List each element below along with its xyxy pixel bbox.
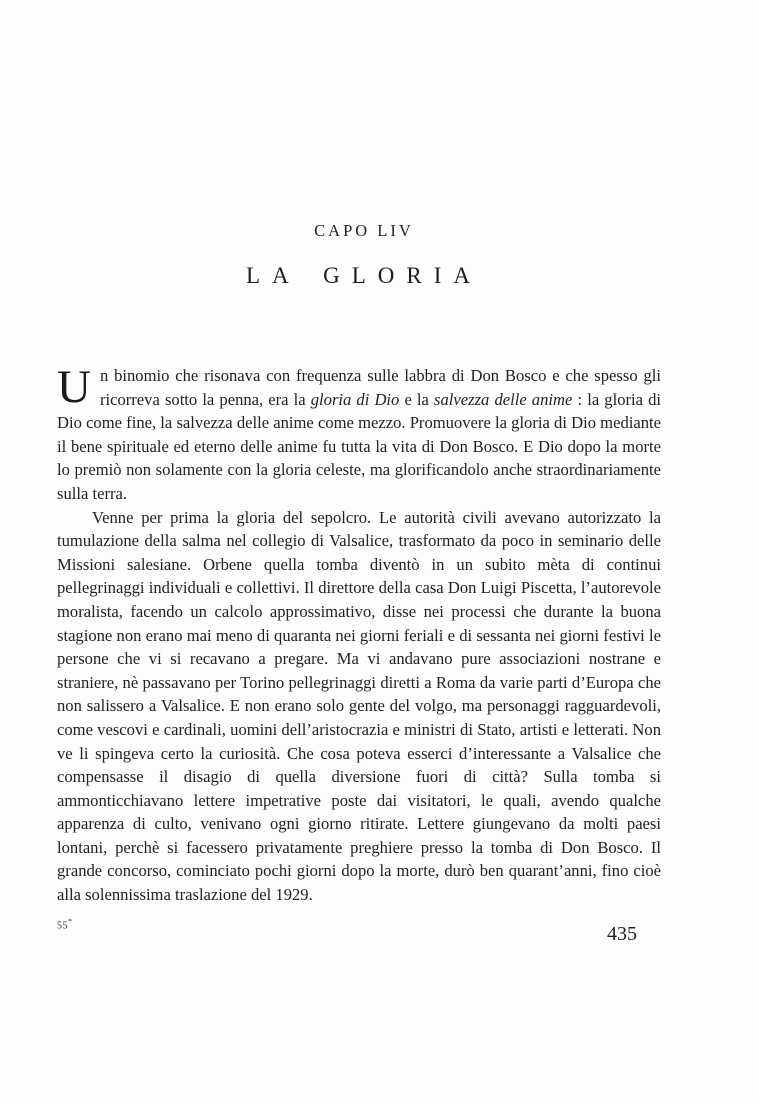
paragraph-opening (57, 361, 662, 506)
footnote-number: 55 (57, 920, 68, 932)
text-segment: Venne per prima la gloria del sepolcro. Le autorità civili avevano autorizzato la tumulazione della salma nel collegio di Valsalice, trasformato da poco in seminario delle Missioni salesiane. Orbene quella tomba diventò in un subito mèta di continui pellegrinaggi individuali e collettivi. Il direttore della casa Don Luigi Piscetta, l’autorevole moralista, facendo un calcolo approssimativo, disse nei processi che durante la buona stagione non erano mai meno di quaranta nei giorni feriali e di sessanta nei giorni festivi le persone che vi si recavano a pregare. Ma vi andavano pure associazioni nostrane e straniere, nè passavano per Torino pellegrinaggi diretti a Roma da varie parti d’Europa che non salissero a Valsalice. E non erano solo gente del volgo, ma personaggi ragguardevoli, come vescovi e cardinali, uomini dell’aristocrazia e ministri di Stato, artisti e letterati. Non ve li spingeva certo la curiosità. Che cosa poteva esserci d’interessante a Valsalice che compensasse il disagio di quella diversione fuori di città? Sulla tomba si ammonticchiavano lettere impetrative poste dai visitatori, le quali, avendo qualche apparenza di culto, venivano ogni giorno ritirate. Lettere giungevano da molti paesi lontani, perchè si facessero privatamente preghiere presso la tomba di Don Bosco. Il grande concorso, cominciato pochi giorni dopo la morte, durò ben quarant’anni, fino cioè alla solennissima traslazione del 1929. (57, 507, 661, 905)
page-title: LA GLORIA (245, 263, 483, 288)
text-segment-italic: gloria di Dio (310, 389, 400, 409)
text-segment: : la gloria di Dio come fine, la salvezza delle anime come mezzo. Promuovere la gloria di Dio mediante il bene spirituale ed eterno delle anime fu tutta la vita di Don Bosco. E Dio dopo la morte lo premiò non solamente con la gloria celeste, ma glorificandolo anche straordinariamente sulla terra. (57, 389, 662, 503)
paragraph-second (57, 506, 661, 907)
text-segment-italic: salvezza delle anime (434, 389, 573, 409)
text-segment: e la (399, 389, 435, 409)
body-text (57, 361, 662, 907)
drop-cap: U (57, 361, 91, 413)
footnote-asterisk: * (68, 917, 73, 926)
text-segment: n binomio che risonava con frequenza sulle labbra di Don Bosco e che spesso gli ricorreva sotto la penna, era la (99, 366, 661, 409)
page-number: 435 (607, 923, 637, 945)
chapter-heading: CAPO LIV (314, 221, 414, 240)
